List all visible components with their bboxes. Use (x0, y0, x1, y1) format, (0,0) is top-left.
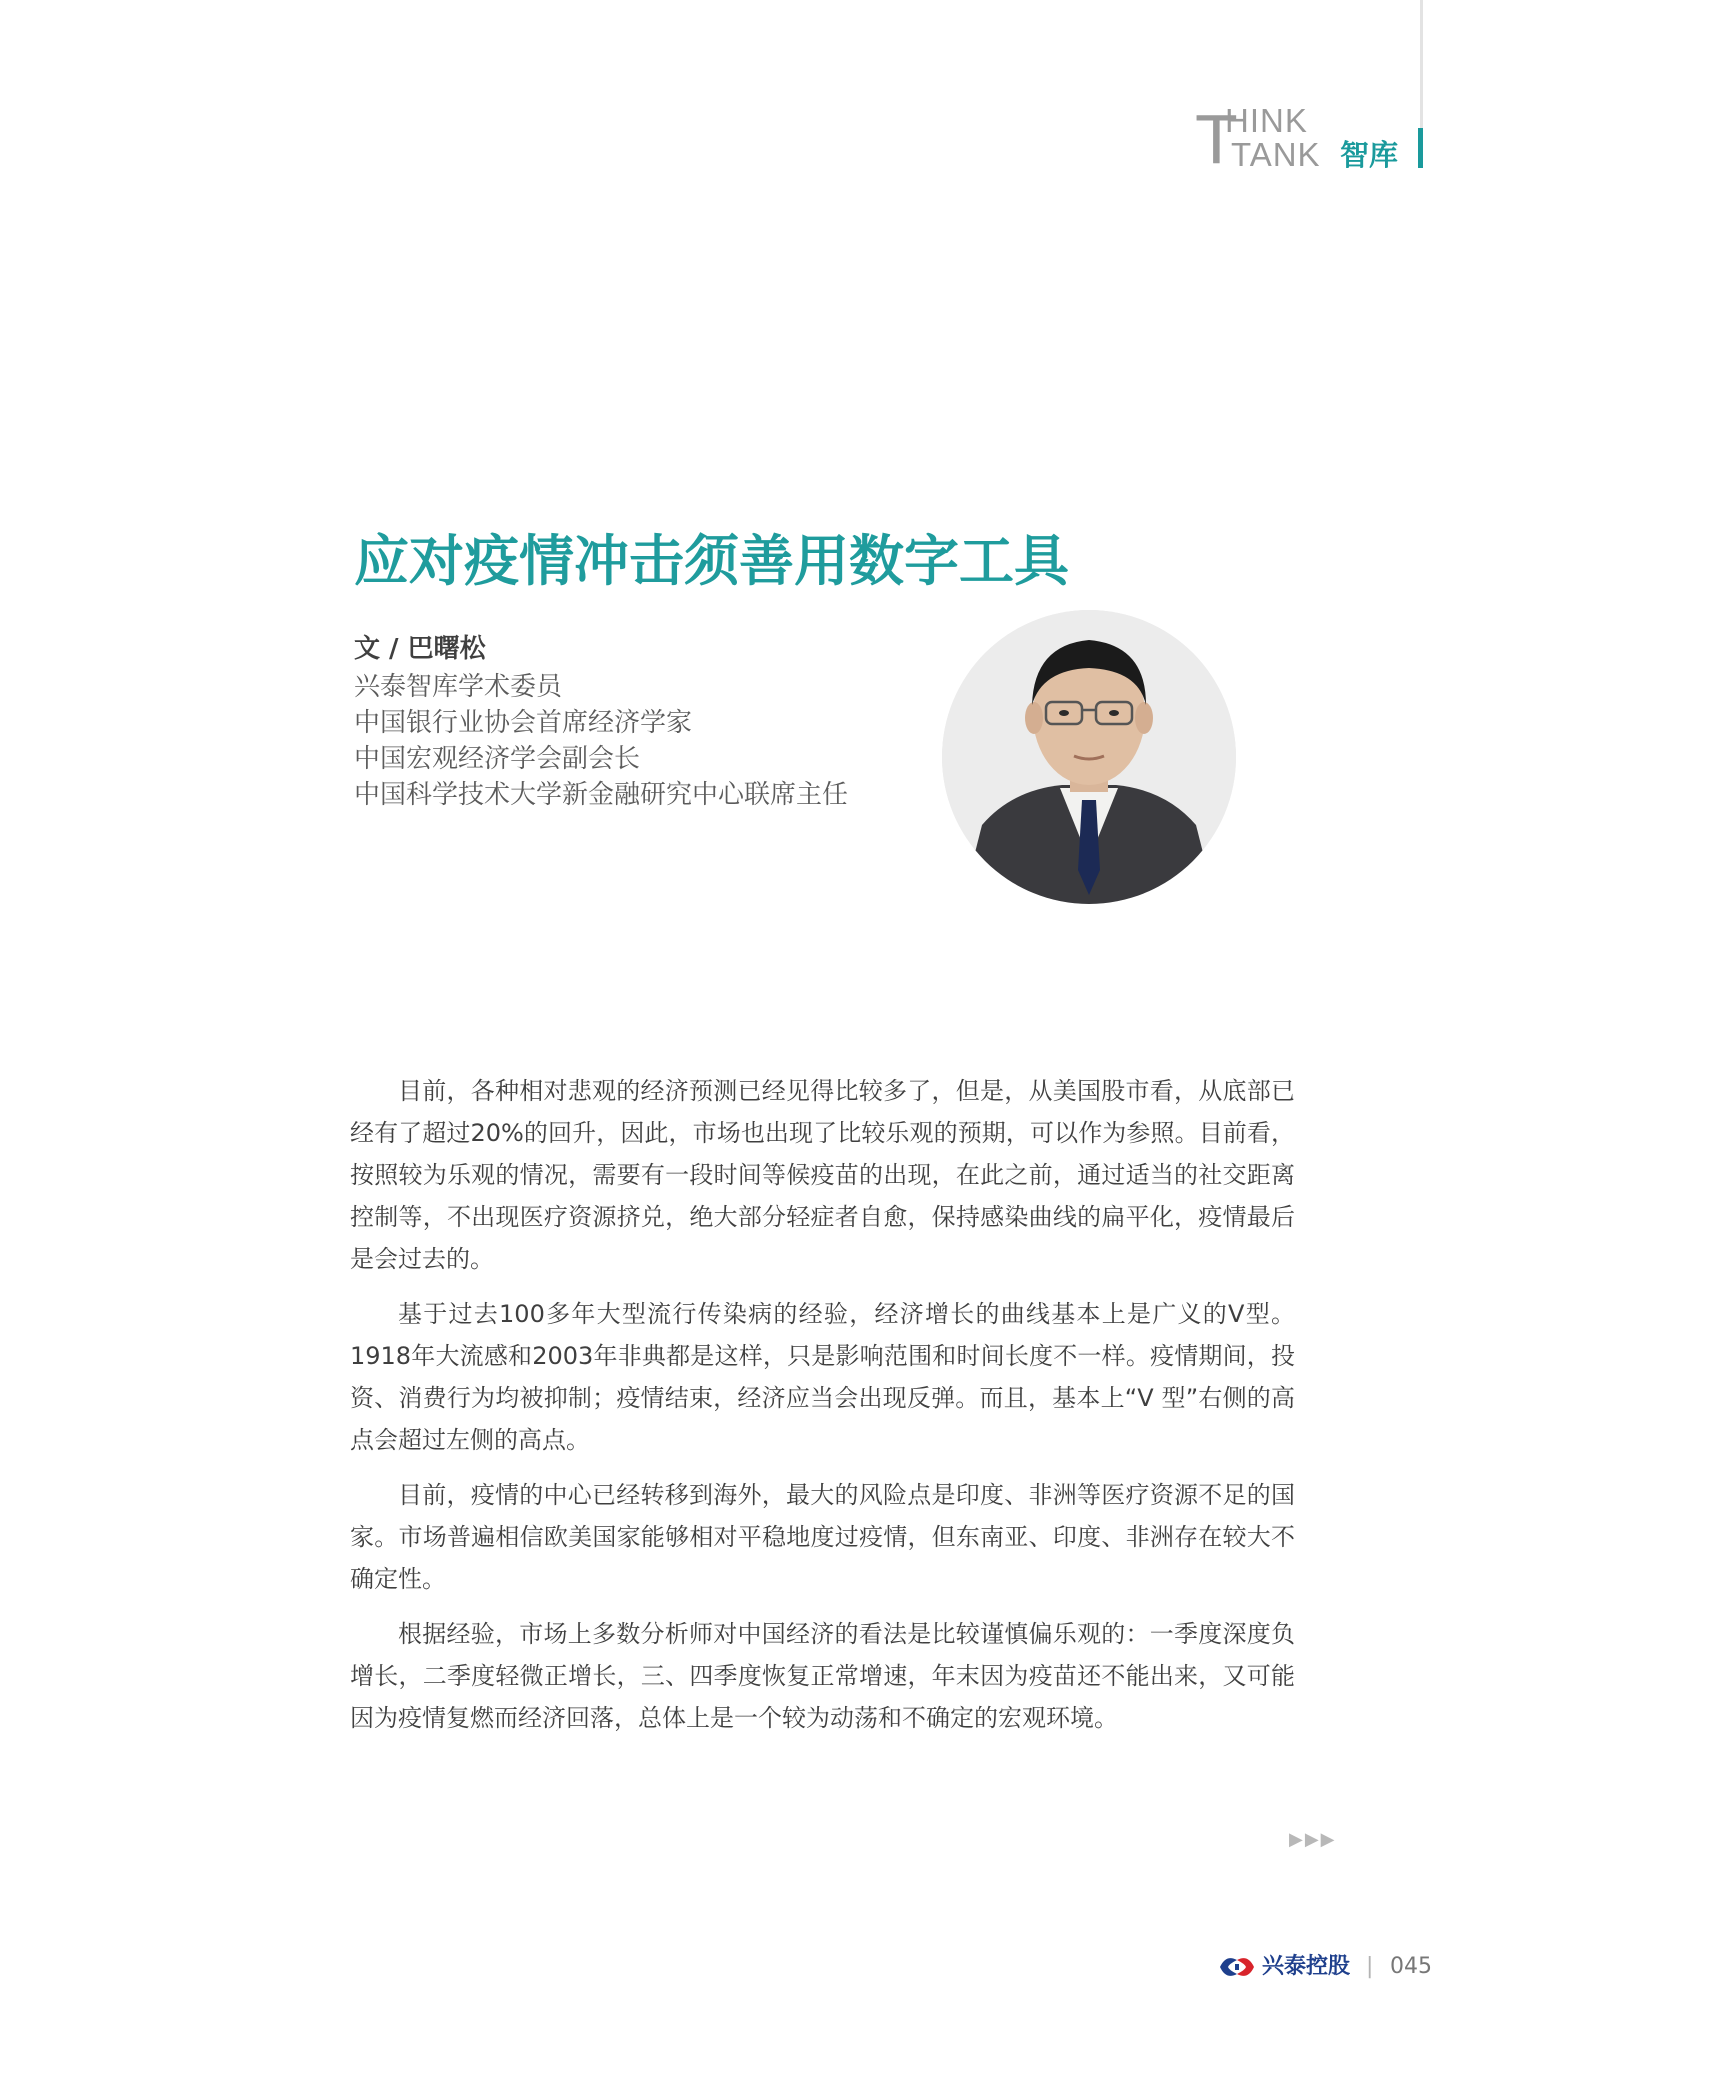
author-byline: 文 / 巴曙松 (354, 634, 486, 664)
author-role: 中国宏观经济学会副会长 (354, 744, 641, 774)
author-portrait-image (942, 610, 1236, 904)
author-role: 中国科学技术大学新金融研究中心联席主任 (354, 780, 849, 810)
brand-logo-icon (1218, 1952, 1256, 1982)
article-paragraph: 根据经验，市场上多数分析师对中国经济的看法是比较谨慎偏乐观的：一季度深度负增长，二季度轻微正增长，三、四季度恢复正常增速，年末因为疫苗还不能出来，又可能因为疫情复燃而经济回落，总体上是一个较为动荡和不确定的宏观环境。 (350, 1620, 1295, 1732)
page-number: 045 (1390, 1954, 1432, 1979)
section-label: 智库 (1340, 138, 1399, 172)
article-paragraph: 目前，疫情的中心已经转移到海外，最大的风险点是印度、非洲等医疗资源不足的国家。市场普遍相信欧美国家能够相对平稳地度过疫情，但东南亚、印度、非洲存在较大不确定性。 (350, 1481, 1295, 1593)
author-roles (354, 669, 848, 813)
article-body (350, 1070, 1295, 1752)
page-footer (1218, 1950, 1478, 1984)
author-role: 兴泰智库学术委员 (354, 672, 563, 702)
header-accent-bar (1418, 128, 1423, 168)
article-title: 应对疫情冲击须善用数字工具 (354, 529, 1070, 593)
author-role: 中国银行业协会首席经济学家 (354, 708, 693, 738)
think-tank-header (1195, 100, 1405, 178)
think-tank-big-letter: T (1195, 100, 1238, 178)
article-paragraph: 目前，各种相对悲观的经济预测已经见得比较多了，但是，从美国股市看，从底部已经有了超过20%的回升，因此，市场也出现了比较乐观的预期，可以作为参照。目前看，按照较为乐观的情况，需要有一段时间等候疫苗的出现，在此之前，通过适当的社交距离控制等，不出现医疗资源挤兑，绝大部分轻症者自愈，保持感染曲线的扁平化，疫情最后是会过去的。 (350, 1077, 1295, 1273)
tank-label: TANK (1231, 136, 1321, 173)
brand-name: 兴泰控股 (1262, 1954, 1351, 1979)
continue-arrows-icon: ▶▶▶ (1289, 1829, 1337, 1850)
author-portrait (942, 610, 1236, 904)
article-paragraph: 基于过去100多年大型流行传染病的经验，经济增长的曲线基本上是广义的V型。1918年大流感和2003年非典都是这样，只是影响范围和时间长度不一样。疫情期间，投资、消费行为均被抑制；疫情结束，经济应当会出现反弹。而且，基本上“V 型”右侧的高点会超过左侧的高点。 (350, 1300, 1295, 1454)
think-label: HINK (1225, 102, 1308, 139)
footer-separator: | (1366, 1954, 1374, 1979)
